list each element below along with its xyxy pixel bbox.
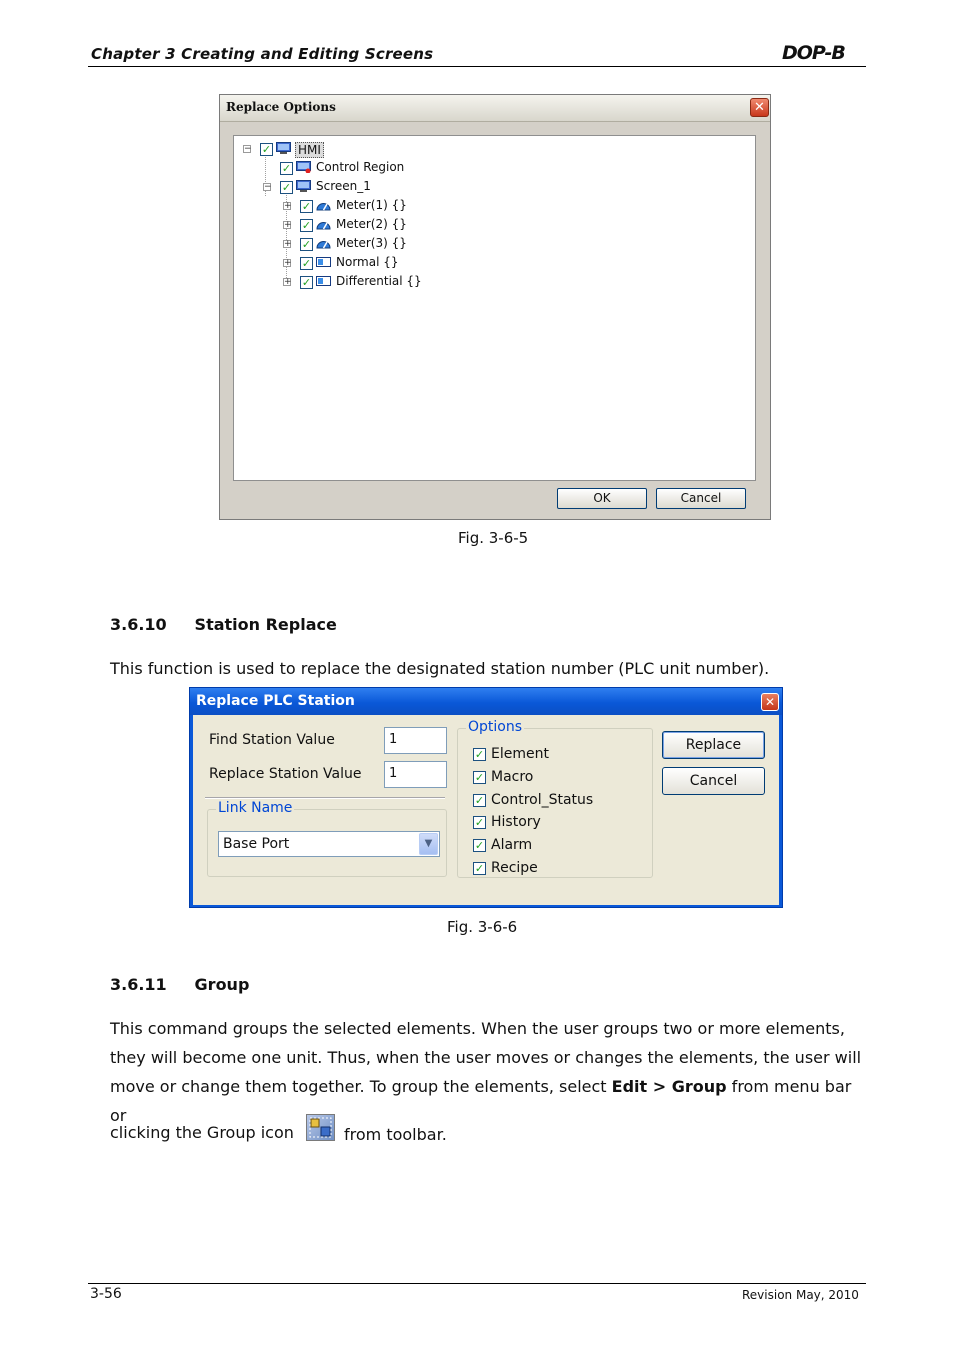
figure-caption: Fig. 3-6-6 bbox=[447, 918, 518, 936]
tree-label-differential[interactable]: Differential {} bbox=[336, 274, 422, 288]
footer-rule bbox=[88, 1283, 866, 1284]
figure-caption: Fig. 3-6-5 bbox=[458, 529, 529, 547]
tree-label-meter-3[interactable]: Meter(3) {} bbox=[336, 236, 407, 250]
close-icon[interactable]: ✕ bbox=[761, 693, 779, 711]
tree-label-screen-1[interactable]: Screen_1 bbox=[316, 179, 371, 193]
checkbox-control-status[interactable]: ✓ bbox=[474, 794, 485, 807]
group-icon-line-start: clicking the Group icon bbox=[110, 1123, 294, 1142]
paragraph-text: from menu bar or bbox=[110, 1077, 852, 1125]
replace-plc-station-dialog bbox=[189, 687, 783, 908]
tree-label-meter-2[interactable]: Meter(2) {} bbox=[336, 217, 407, 231]
find-station-label: Find Station Value bbox=[209, 732, 335, 748]
option-label: Macro bbox=[491, 769, 534, 785]
options-title: Options bbox=[468, 719, 523, 735]
option-label: Alarm bbox=[491, 837, 533, 853]
option-label: Control_Status bbox=[491, 792, 594, 808]
menu-path: Edit > Group bbox=[611, 1077, 727, 1096]
section-heading: 3.6.10 Station Replace bbox=[110, 615, 337, 634]
dialog-titlebar bbox=[190, 688, 782, 715]
tree-checkbox[interactable]: ✓ bbox=[301, 219, 312, 232]
separator bbox=[205, 797, 445, 799]
section-text: This function is used to replace the designated station number (PLC unit number). bbox=[110, 659, 770, 678]
option-label: Element bbox=[491, 746, 549, 762]
checkbox-history[interactable]: ✓ bbox=[474, 816, 485, 829]
cancel-button[interactable]: Cancel bbox=[662, 767, 765, 795]
chevron-down-icon[interactable]: ▼ bbox=[419, 833, 438, 855]
chapter-title: Chapter 3 Creating and Editing Screens bbox=[91, 45, 434, 63]
replace-tree-view[interactable] bbox=[233, 135, 756, 481]
replace-station-input[interactable]: 1 bbox=[384, 761, 447, 788]
section-heading: 3.6.11 Group bbox=[110, 975, 250, 994]
link-name-value: Base Port bbox=[223, 836, 290, 852]
control-region-icon bbox=[296, 161, 311, 173]
dialog-titlebar bbox=[220, 95, 770, 122]
option-label: History bbox=[491, 814, 541, 830]
replace-button[interactable]: Replace bbox=[662, 731, 765, 759]
page-number: 3-56 bbox=[90, 1286, 122, 1302]
meter-icon bbox=[316, 199, 331, 211]
group-paragraph bbox=[110, 1014, 870, 1130]
link-name-group bbox=[207, 800, 447, 877]
close-icon[interactable]: ✕ bbox=[750, 98, 769, 117]
cancel-button[interactable]: Cancel bbox=[656, 488, 746, 509]
display-icon bbox=[316, 275, 331, 287]
tree-label-normal[interactable]: Normal {} bbox=[336, 255, 399, 269]
checkbox-element[interactable]: ✓ bbox=[474, 748, 485, 761]
replace-station-label: Replace Station Value bbox=[209, 766, 362, 782]
tree-expander[interactable]: + bbox=[284, 239, 292, 249]
tree-expander[interactable]: + bbox=[284, 277, 292, 287]
tree-expander[interactable]: + bbox=[284, 258, 292, 268]
tree-expander[interactable]: − bbox=[264, 182, 272, 192]
tree-label-control-region[interactable]: Control Region bbox=[316, 160, 405, 174]
tree-expander[interactable]: − bbox=[244, 144, 252, 154]
display-icon bbox=[316, 256, 331, 268]
meter-icon bbox=[316, 237, 331, 249]
tree-label-hmi[interactable]: HMI bbox=[295, 142, 324, 158]
tree-expander[interactable]: + bbox=[284, 220, 292, 230]
options-group bbox=[457, 719, 653, 878]
dialog-title: Replace PLC Station bbox=[196, 693, 355, 709]
link-name-select[interactable] bbox=[218, 831, 440, 857]
option-label: Recipe bbox=[491, 860, 538, 876]
meter-icon bbox=[316, 218, 331, 230]
tree-checkbox[interactable]: ✓ bbox=[301, 276, 312, 289]
paragraph-text: This command groups the selected elements. When the user groups two or more elements, they will become one unit. Thus, when the user moves or changes the elements, the user will move or change them together. To group the elements, select bbox=[110, 1019, 862, 1096]
dialog-body bbox=[193, 715, 779, 905]
monitor-icon bbox=[276, 142, 291, 154]
tree-checkbox[interactable]: ✓ bbox=[281, 181, 292, 194]
tree-checkbox[interactable]: ✓ bbox=[301, 238, 312, 251]
tree-checkbox[interactable]: ✓ bbox=[261, 143, 272, 156]
replace-options-dialog bbox=[219, 94, 771, 520]
group-icon bbox=[306, 1114, 335, 1141]
dop-b-logo: DOP-B bbox=[782, 42, 845, 64]
revision-date: Revision May, 2010 bbox=[742, 1288, 859, 1302]
tree-label-meter-1[interactable]: Meter(1) {} bbox=[336, 198, 407, 212]
checkbox-alarm[interactable]: ✓ bbox=[474, 839, 485, 852]
header-rule bbox=[88, 66, 866, 67]
tree-checkbox[interactable]: ✓ bbox=[301, 200, 312, 213]
dialog-title: Replace Options bbox=[226, 100, 336, 114]
find-station-input[interactable]: 1 bbox=[384, 727, 447, 754]
ok-button[interactable]: OK bbox=[557, 488, 647, 509]
tree-checkbox[interactable]: ✓ bbox=[301, 257, 312, 270]
tree-checkbox[interactable]: ✓ bbox=[281, 162, 292, 175]
screen-icon bbox=[296, 180, 311, 192]
tree-expander[interactable]: + bbox=[284, 201, 292, 211]
group-icon-line-end: from toolbar. bbox=[344, 1125, 447, 1144]
link-name-title: Link Name bbox=[218, 800, 293, 816]
checkbox-macro[interactable]: ✓ bbox=[474, 771, 485, 784]
checkbox-recipe[interactable]: ✓ bbox=[474, 862, 485, 875]
